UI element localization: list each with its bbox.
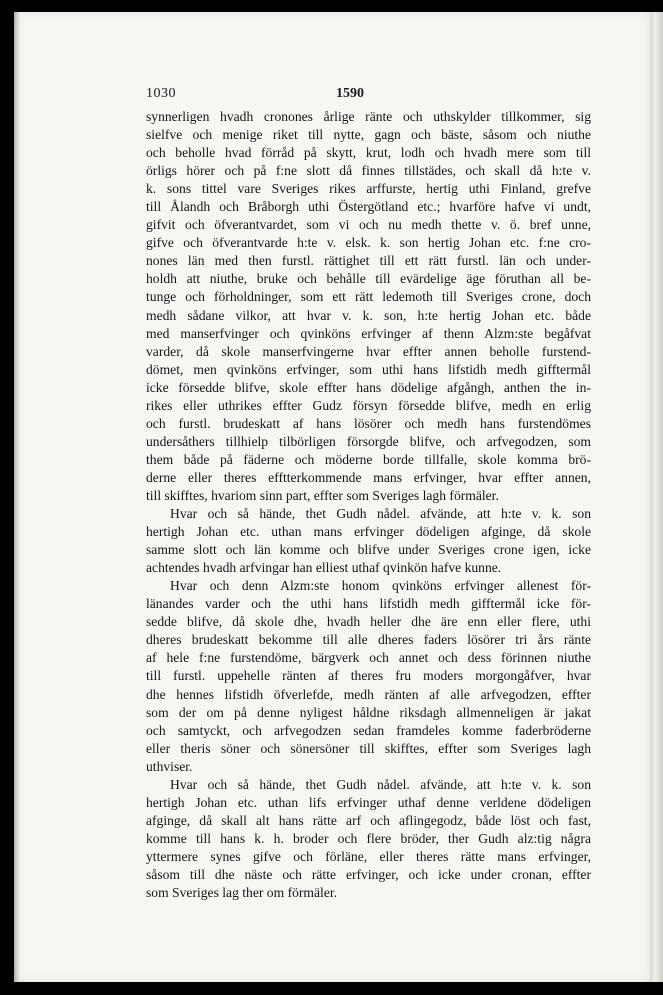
text-line: afginge, då skall alt hans rätte arf och aflingegodz, både löst och fast, xyxy=(146,812,591,828)
text-line: och furstl. brudeskatt af hans lösörer och medh hans furstendömes xyxy=(146,415,591,431)
text-line: till furstl. uppehelle ränten af theres fru moders morgongåfver, hvar xyxy=(146,668,591,684)
text-line: till Ålandh och Bråborgh uthi Östergötland etc.; hvarföre hafve vi undt, xyxy=(146,199,591,215)
text-line: sedde blifve, då skole dhe, hvadh heller dhe äre enn eller flere, uthi xyxy=(146,614,591,630)
text-line: såsom till dhe näste och rätte erfvinger, och icke under cronan, effter xyxy=(146,866,591,882)
text-line: derne eller theres efftterkommende mans erfvinger, hvar effter annen, xyxy=(146,469,591,485)
text-line: dömet, men qvinköns erfvinger, som uthi hans lifstidh medh gifftermål xyxy=(146,361,591,377)
page-gutter-shadow xyxy=(14,12,20,982)
text-line: them både på fäderne och möderne borde tillfalle, skole komma brö- xyxy=(146,451,591,467)
text-line: af hele f:ne furstendöme, bärgverk och annet och dess förinnen niuthe xyxy=(146,650,591,666)
text-line: och beholle hvad förråd på skytt, krut, lodh och hvadh mere som till xyxy=(146,145,591,161)
text-line: gifvit och öfverantvardet, som vi och nu medh thette v. ö. bref unne, xyxy=(146,217,591,233)
text-line: sielfve och menige riket till nytte, gagn och bäste, såsom och niuthe xyxy=(146,127,591,143)
text-line: tunge och förholdninger, som ett rätt ledemoth till Sveriges crone, doch xyxy=(146,289,591,305)
text-line: k. sons tittel vare Sveriges rikes arffurste, hertig uthi Finland, grefve xyxy=(146,181,591,197)
text-line: nones län med then furstl. rättighet till ett rätt furstl. län och under- xyxy=(146,253,591,269)
paragraph-start: Hvar och så hände, thet Gudh nådel. afvände, att h:te v. k. son xyxy=(170,776,591,792)
text-line: uthviser. xyxy=(146,758,193,774)
text-line: som der om på denne nyligest håldne riksdagh allmenneligen är jakat xyxy=(146,704,591,720)
body-text xyxy=(146,108,591,902)
text-line: samme slott och län komme och blifve under Sveriges crone igen, icke xyxy=(146,542,591,558)
text-line: dheres brudeskatt bekomme till alle dheres faders lösörer tri års ränte xyxy=(146,632,591,648)
paragraph-start: Hvar och denn Alzm:ste honom qvinköns erfvinger allenest för- xyxy=(170,578,591,594)
text-line: med manserfvinger och qvinköns erfvinger af thenn Alzm:ste begåfvat xyxy=(146,325,591,341)
text-line: achtendes hvadh arfvingar han elliest uthaf qvinkön hafve kunne. xyxy=(146,560,502,576)
text-line: eller theris söner och sönersöner till skifftes, effter som Sveriges lagh xyxy=(146,740,591,756)
text-line: icke försedde blifve, skole effter hans dödelige afgångh, anthen the in- xyxy=(146,379,591,395)
text-line: dhe hennes lifstidh öfverlefde, medh ränten af alle arfvegodzen, effter xyxy=(146,686,591,702)
text-line: till skifftes, hvariom sinn part, effter som Sveriges lagh förmäler. xyxy=(146,487,499,503)
text-line: länandes varder och the uthi hans lifstidh medh gifftermål icke för- xyxy=(146,596,591,612)
text-line: yttermere synes gifve och förläne, eller theres rätte mans erfvinger, xyxy=(146,848,591,864)
text-line: undersåthers tillhielp tilbörligen försorgde blifve, och arfvegodzen, som xyxy=(146,433,591,449)
text-line: hertigh Johan etc. uthan lifs erfvinger uthaf denne verldene dödeligen xyxy=(146,794,591,810)
year-heading: 1590 xyxy=(336,86,364,101)
text-line: rikes eller uthrikes effter Gudz försyn försedde blifve, medh en erlig xyxy=(146,397,591,413)
text-line: hertigh Johan etc. uthan mans erfvinger dödeligen afginge, då skole xyxy=(146,524,591,540)
running-head xyxy=(146,86,591,104)
text-line: och samtyckt, och arfvegodzen sedan framdeles komme faderbröderne xyxy=(146,722,591,738)
text-line: örligs hörer och på f:ne slott då finnes tillstädes, och skall då h:te v. xyxy=(146,163,591,179)
paragraph-start: Hvar och så hände, thet Gudh nådel. afvände, att h:te v. k. son xyxy=(170,506,591,522)
text-line: holdh att niuthe, bruke och behålle till evärdelige äge föruthan all be- xyxy=(146,271,591,287)
text-line: synnerligen hvadh cronones årlige ränte och uthskylder tillkommer, sig xyxy=(146,109,591,124)
text-line: varder, då skole manserfvingerne hvar effter annen beholle furstend- xyxy=(146,343,591,359)
text-line: gifve och öfverantvarde h:te v. elsk. k. son hertig Johan etc. f:ne cro- xyxy=(146,235,591,251)
text-line: komme till hans k. h. broder och flere bröder, ther Gudh alz:tig några xyxy=(146,830,591,846)
page-number: 1030 xyxy=(146,86,176,101)
text-line: som Sveriges lag ther om förmäler. xyxy=(146,885,338,901)
page-edge xyxy=(650,12,663,982)
text-line: medh sådane vilkor, att hvar v. k. son, h:te hertig Johan etc. både xyxy=(146,307,591,323)
